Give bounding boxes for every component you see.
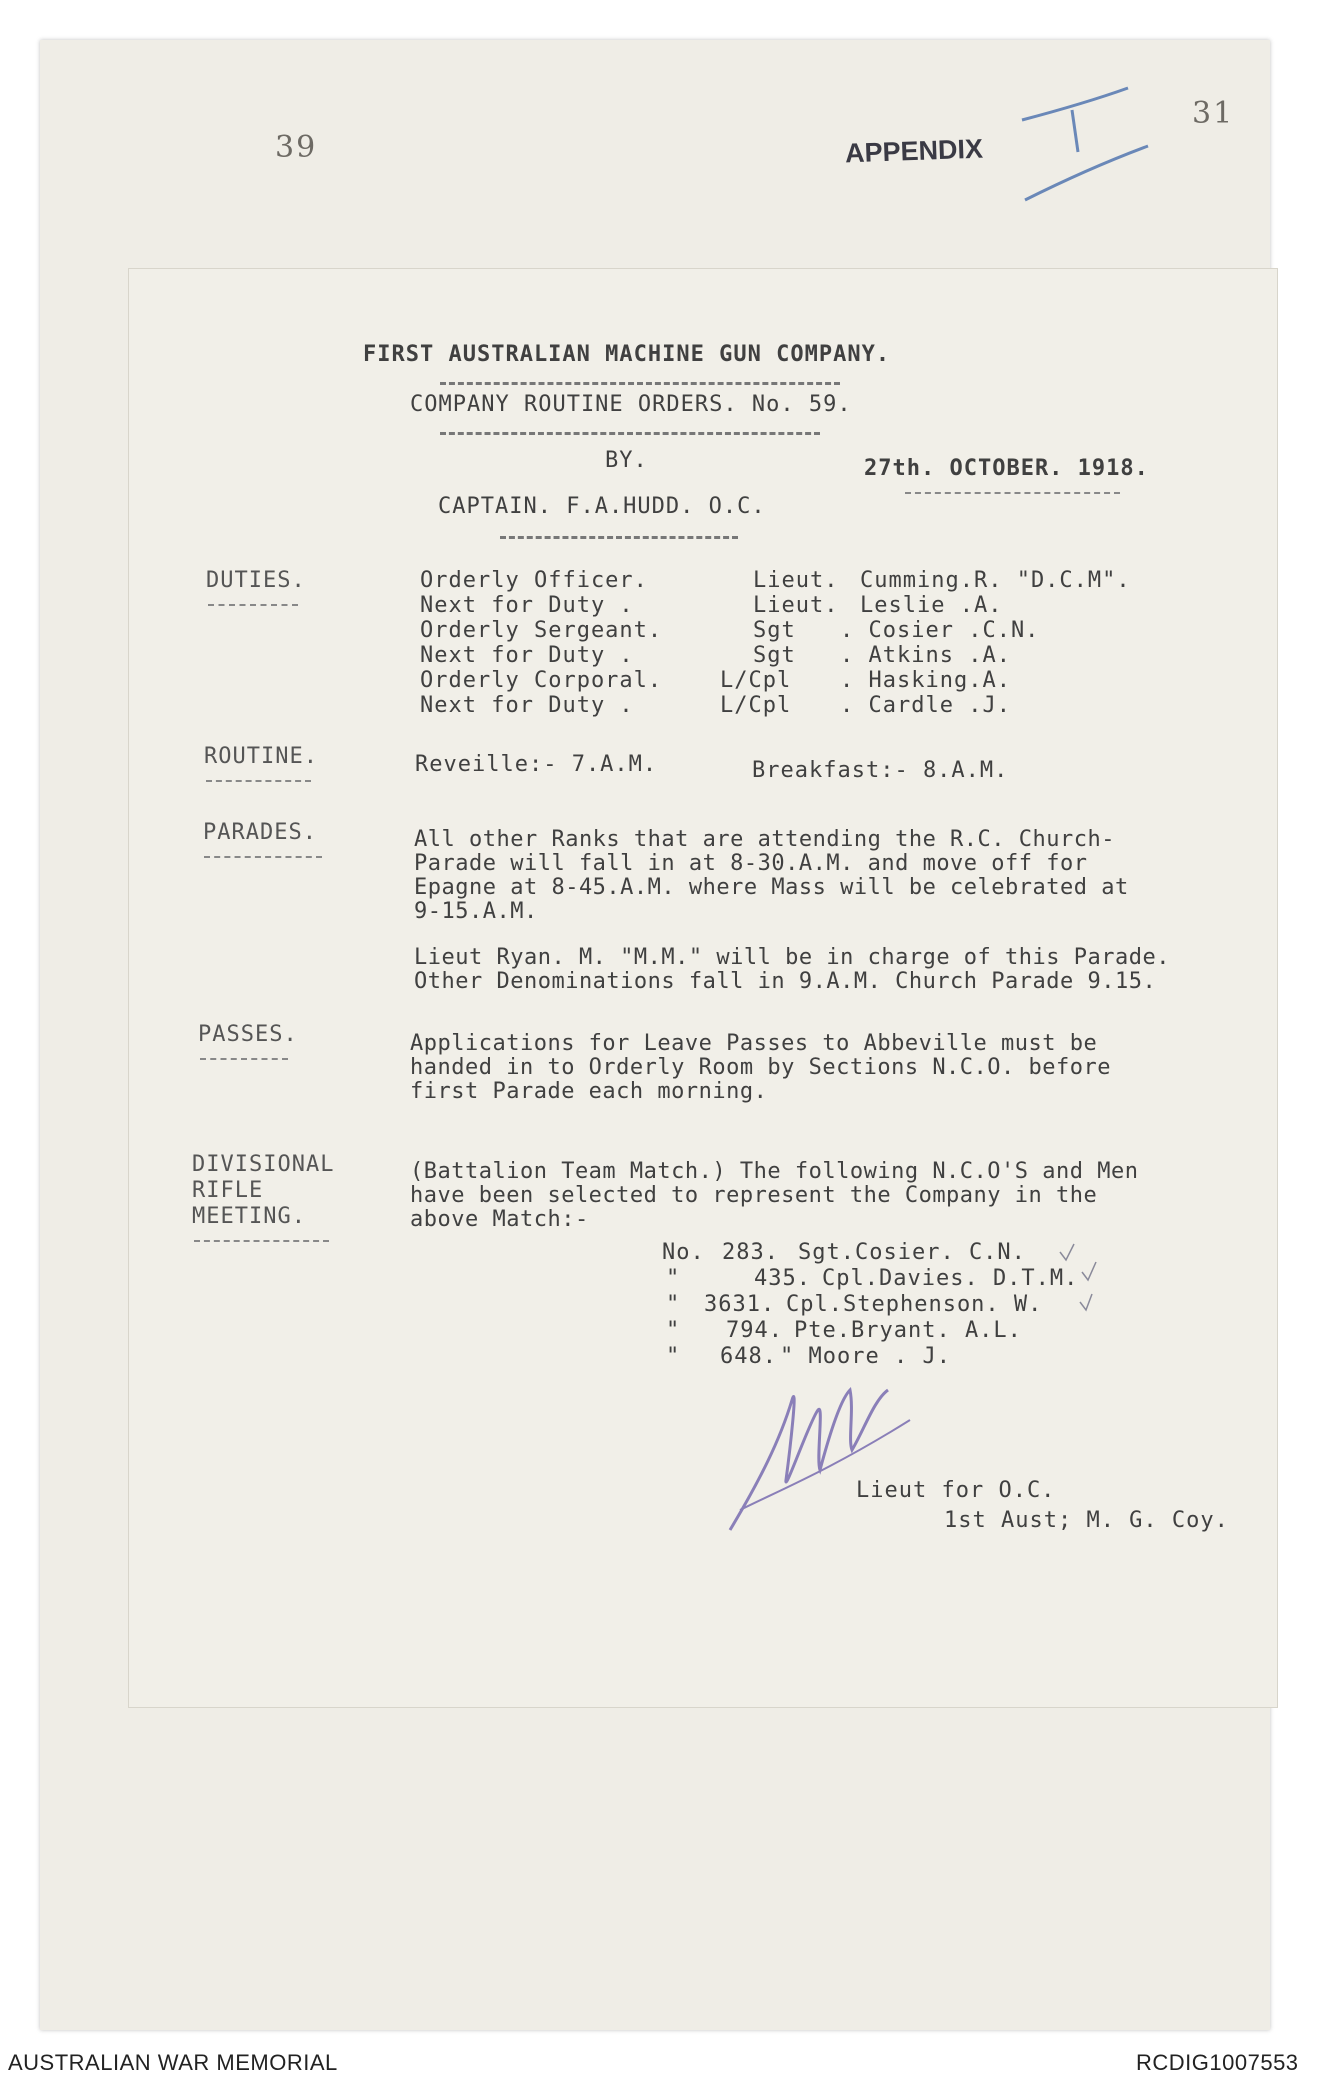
entry-name: " Moore . J. [780, 1344, 951, 1369]
parades-line: 9-15.A.M. [414, 899, 538, 924]
duty-role: Next for Duty . [420, 643, 634, 668]
entry-number: 283. [722, 1240, 779, 1265]
breakfast-time: Breakfast:- 8.A.M. [752, 758, 1009, 783]
entry-name: Pte.Bryant. A.L. [794, 1318, 1022, 1343]
rifle-label-line: RIFLE [192, 1178, 264, 1203]
parades-label: PARADES. [203, 820, 317, 845]
reveille-time: Reveille:- 7.A.M. [415, 752, 658, 777]
parades-line: Lieut Ryan. M. "M.M." will be in charge of this Parade. [414, 945, 1170, 970]
orders-underline [440, 432, 820, 435]
entry-prefix: " [666, 1292, 681, 1317]
parades-text [414, 828, 1254, 994]
duty-name: . Hasking.A. [840, 668, 1011, 693]
passes-line: handed in to Orderly Room by Sections N.C.O. before [410, 1055, 1112, 1080]
record-id: RCDIG1007553 [1136, 2050, 1299, 2075]
passes-label: PASSES. [198, 1022, 298, 1047]
entry-prefix: " [666, 1344, 681, 1369]
passes-line: first Parade each morning. [410, 1079, 768, 1104]
routine-label: ROUTINE. [204, 744, 318, 769]
page-number-right: 31 [1192, 96, 1235, 131]
issuer-underline [500, 536, 738, 539]
entry-number: 794. [726, 1318, 783, 1343]
duties-underline [208, 604, 298, 606]
page-number-left: 39 [275, 130, 318, 165]
parades-line: All other Ranks that are attending the R.C. Church- [414, 827, 1116, 852]
rifle-text [410, 1160, 1250, 1232]
passes-line: Applications for Leave Passes to Abbeville must be [410, 1031, 1098, 1056]
orders-heading: COMPANY ROUTINE ORDERS. No. 59. [410, 392, 852, 417]
parades-underline [204, 856, 322, 858]
rifle-line: (Battalion Team Match.) The following N.C.O'S and Men [410, 1159, 1139, 1184]
unit-heading: FIRST AUSTRALIAN MACHINE GUN COMPANY. [363, 342, 891, 367]
entry-number: 435. [754, 1266, 811, 1291]
duty-role: Orderly Corporal. [420, 668, 663, 693]
entry-name: Cpl.Davies. D.T.M. [822, 1266, 1079, 1291]
entry-name: Sgt.Cosier. C.N. [798, 1240, 1026, 1265]
duty-role: Orderly Sergeant. [420, 618, 663, 643]
duty-role: Next for Duty . [420, 693, 634, 718]
entry-number: 648. [720, 1344, 777, 1369]
signoff-line-1: Lieut for O.C. [856, 1478, 1056, 1503]
duty-row [420, 593, 1160, 618]
duties-label: DUTIES. [206, 568, 306, 593]
rifle-underline [194, 1240, 329, 1242]
duty-row [420, 693, 1160, 718]
rifle-label-line: MEETING. [192, 1204, 306, 1229]
duty-rank: Lieut. [753, 568, 839, 593]
by-label: BY. [605, 448, 648, 473]
duty-name: . Cardle .J. [840, 693, 1011, 718]
archive-credit: AUSTRALIAN WAR MEMORIAL [8, 2050, 338, 2075]
duty-role: Orderly Officer. [420, 568, 648, 593]
duty-name: Leslie .A. [860, 593, 1003, 618]
tick-marks [1040, 1240, 1100, 1340]
routine-underline [206, 780, 311, 782]
duty-row [420, 568, 1160, 593]
signoff-line-2: 1st Aust; M. G. Coy. [944, 1508, 1229, 1533]
duty-name: . Cosier .C.N. [840, 618, 1040, 643]
signature [720, 1360, 930, 1540]
duties-table [420, 568, 1160, 718]
entry-number: 3631. [704, 1292, 776, 1317]
issuer: CAPTAIN. F.A.HUDD. O.C. [438, 494, 766, 519]
entry-name: Cpl.Stephenson. W. [786, 1292, 1043, 1317]
parades-line: Parade will fall in at 8-30.A.M. and move off for [414, 851, 1088, 876]
passes-underline [200, 1058, 288, 1060]
unit-underline [440, 382, 840, 385]
duty-name: . Atkins .A. [840, 643, 1011, 668]
parades-line: Other Denominations fall in 9.A.M. Church Parade 9.15. [414, 969, 1157, 994]
rifle-label-line: DIVISIONAL [192, 1152, 335, 1177]
entry-prefix: " [666, 1318, 681, 1343]
duty-row [420, 668, 1160, 693]
rifle-line: above Match:- [410, 1207, 589, 1232]
duty-rank: L/Cpl [720, 693, 792, 718]
parades-line: Epagne at 8-45.A.M. where Mass will be celebrated at [414, 875, 1129, 900]
duty-rank: L/Cpl [720, 668, 792, 693]
passes-text [410, 1032, 1250, 1104]
appendix-stamp: APPENDIX [844, 133, 984, 169]
duty-role: Next for Duty . [420, 593, 634, 618]
duty-rank: Sgt [753, 618, 796, 643]
rifle-line: have been selected to represent the Company in the [410, 1183, 1098, 1208]
duty-row [420, 618, 1160, 643]
date-underline [905, 492, 1120, 494]
rifle-label [192, 1152, 362, 1230]
duty-rank: Sgt [753, 643, 796, 668]
entry-prefix: " [666, 1266, 681, 1291]
duty-name: Cumming.R. "D.C.M". [860, 568, 1131, 593]
duty-rank: Lieut. [753, 593, 839, 618]
entry-prefix: No. [662, 1240, 705, 1265]
order-date: 27th. OCTOBER. 1918. [864, 456, 1149, 481]
duty-row [420, 643, 1160, 668]
appendix-number-handwritten [1010, 80, 1160, 210]
